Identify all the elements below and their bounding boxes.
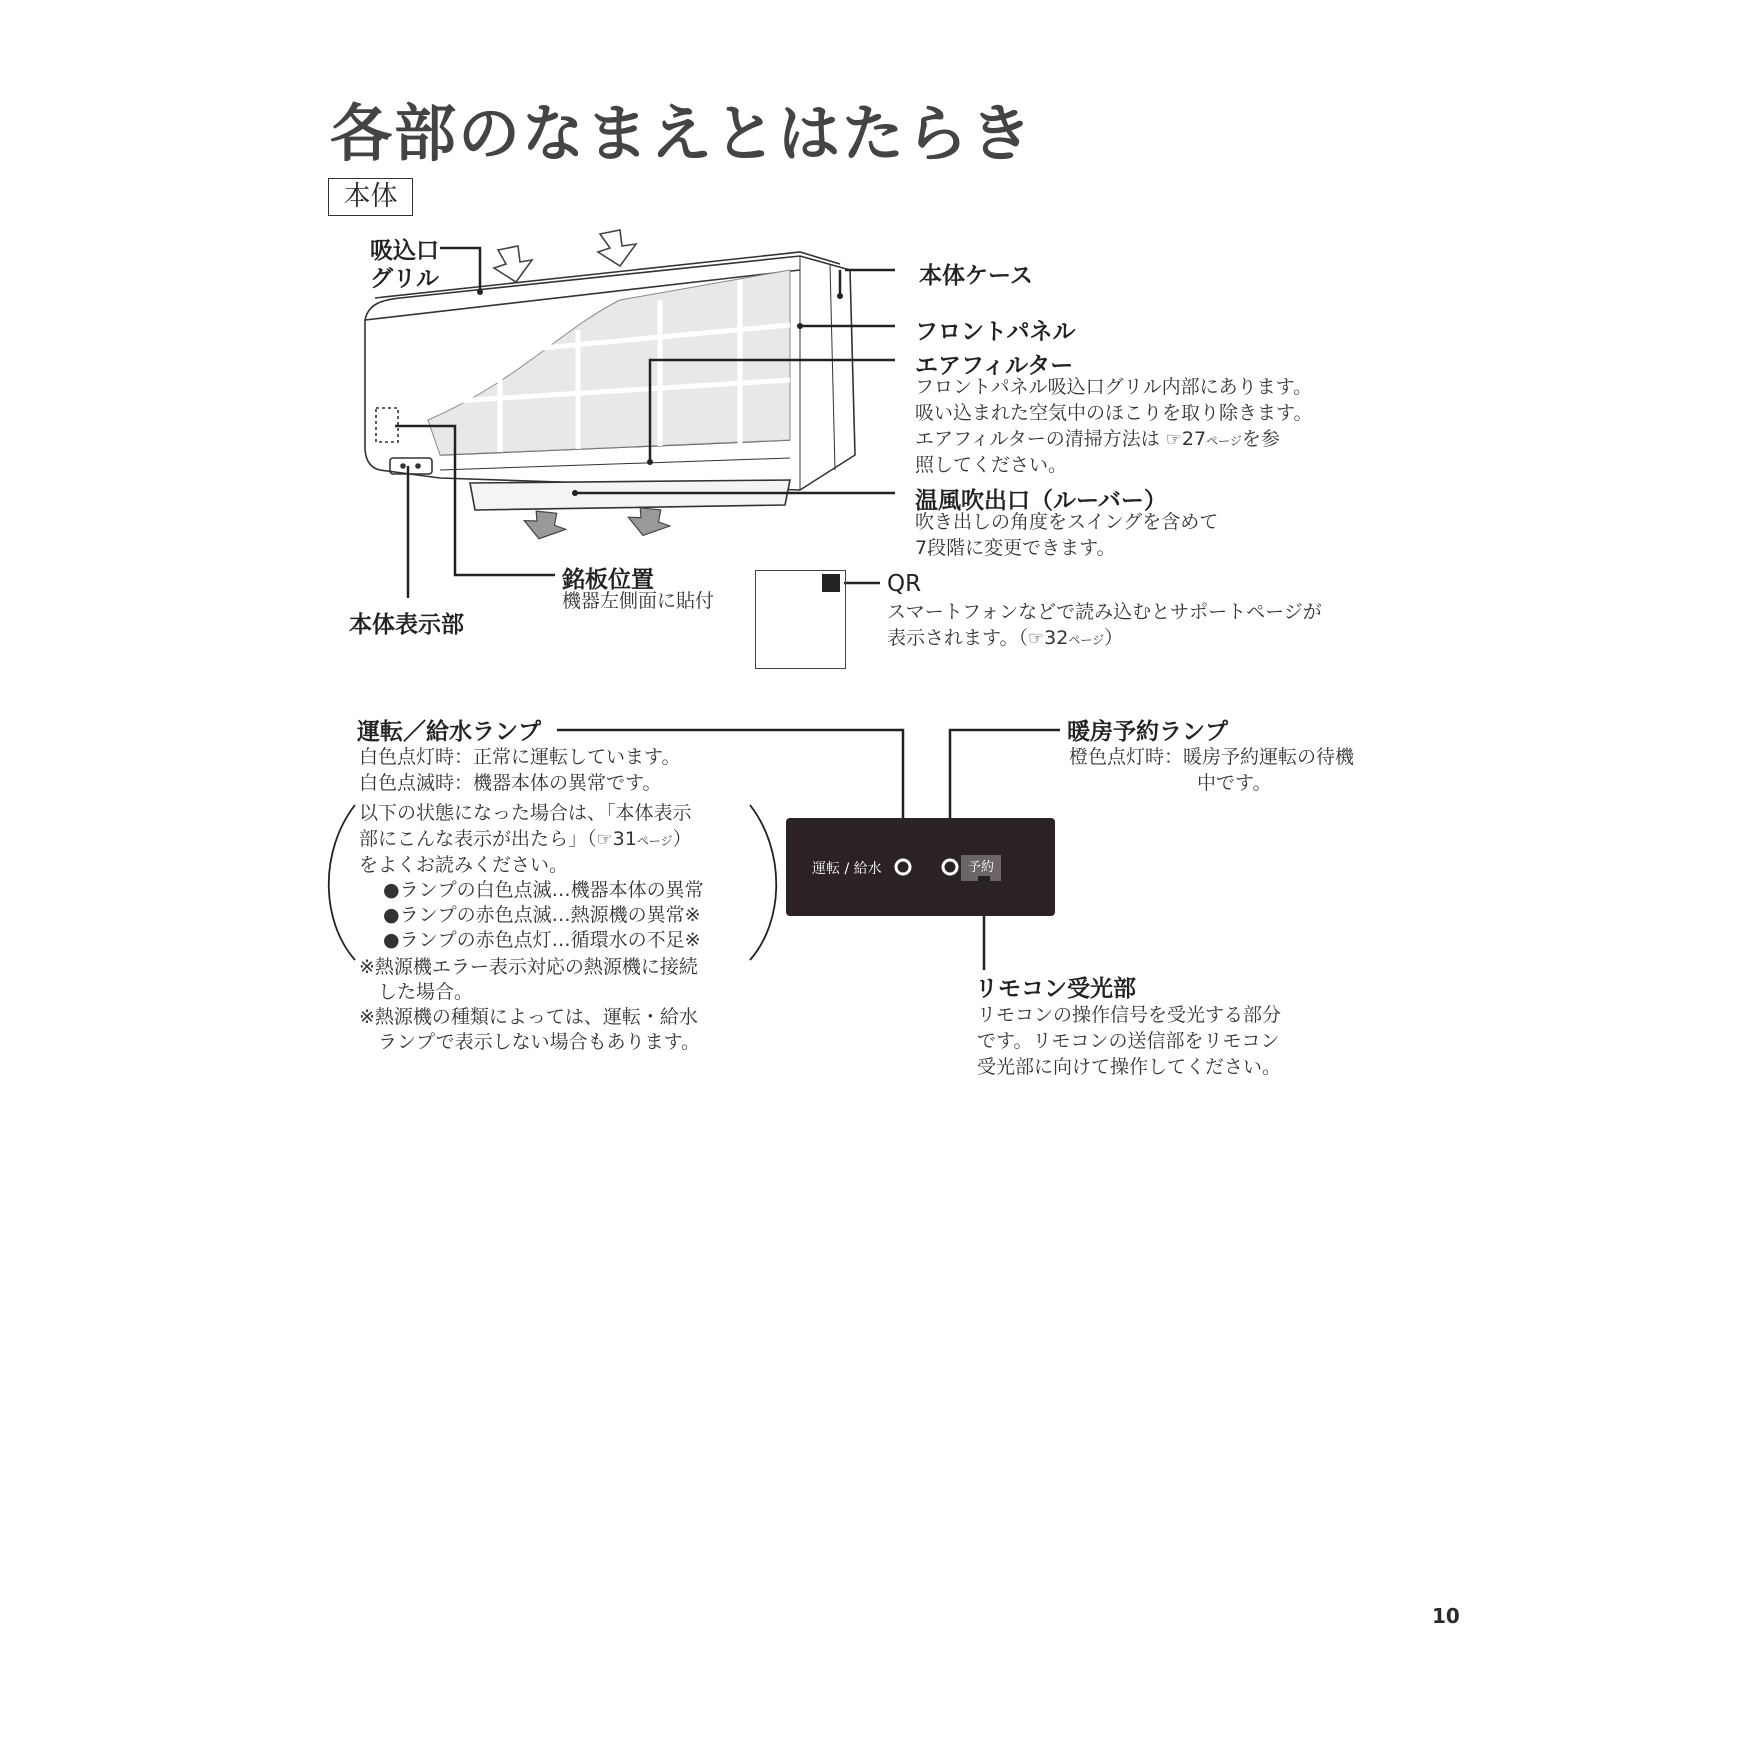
- panel-reserve-label: 予約: [961, 855, 1001, 881]
- label-nameplate: 銘板位置: [562, 567, 654, 593]
- heat-lamp-icon: [943, 860, 957, 874]
- label-front-panel: フロントパネル: [915, 319, 1076, 345]
- outlet-desc-1: 吹き出しの角度をスイングを含めて: [915, 511, 1219, 533]
- air-filter-page: 27: [1181, 428, 1207, 450]
- note-2-post: ）: [672, 828, 692, 850]
- receiver-icon: [978, 876, 990, 882]
- run-lamp-desc-2: 白色点滅時：機器本体の異常です。: [359, 772, 662, 794]
- label-intake-grill-2: グリル: [370, 266, 439, 292]
- note-3: をよくお読みください。: [359, 854, 569, 876]
- receiver-desc-1: リモコンの操作信号を受光する部分: [977, 1004, 1282, 1026]
- footnote-1: ※熱源機エラー表示対応の熱源機に接続: [359, 956, 698, 978]
- label-qr: QR: [887, 571, 922, 597]
- page-number: 10: [1432, 1604, 1460, 1628]
- note-2-pre: 部にこんな表示が出たら」（: [359, 828, 597, 850]
- bullet-1: ●ランプの白色点滅…機器本体の異常: [383, 879, 704, 901]
- footnote-3: ※熱源機の種類によっては、運転・給水: [359, 1006, 698, 1028]
- air-filter-desc-2: 吸い込まれた空気中のほこりを取り除きます。: [915, 402, 1313, 424]
- label-body-case: 本体ケース: [919, 263, 1033, 289]
- air-filter-desc-4: 照してください。: [915, 454, 1068, 476]
- note-page: 31: [612, 828, 637, 850]
- receiver-desc-3: 受光部に向けて操作してください。: [977, 1056, 1282, 1078]
- bullet-2: ●ランプの赤色点滅…熱源機の異常※: [383, 904, 701, 926]
- hand-pointer-icon: ☞: [1165, 429, 1182, 450]
- page-suffix: ページ: [636, 834, 673, 848]
- qr-page: 32: [1044, 627, 1069, 649]
- receiver-desc-2: です。リモコンの送信部をリモコン: [977, 1030, 1280, 1052]
- heat-lamp-desc-1: 橙色点灯時：暖房予約運転の待機: [1069, 746, 1355, 768]
- heat-lamp-desc-2: 中です。: [1197, 772, 1272, 794]
- bullet-3: ●ランプの赤色点灯…循環水の不足※: [383, 929, 701, 951]
- label-display: 本体表示部: [349, 612, 464, 638]
- label-outlet: 温風吹出口（ルーバー）: [915, 488, 1167, 514]
- page-suffix: ページ: [1068, 633, 1105, 647]
- heat-lamp-title: 暖房予約ランプ: [1067, 719, 1228, 745]
- page-suffix: ページ: [1206, 434, 1242, 448]
- nameplate-desc: 機器左側面に貼付: [562, 590, 715, 612]
- air-filter-desc-1: フロントパネル吸込口グリル内部にあります。: [915, 376, 1313, 398]
- qr-desc-2-post: ）: [1104, 627, 1124, 649]
- note-1: 以下の状態になった場合は、「本体表示: [359, 802, 692, 824]
- outlet-desc-2: 7段階に変更できます。: [915, 537, 1116, 559]
- footnote-2: した場合。: [359, 981, 474, 1003]
- run-lamp-title: 運転／給水ランプ: [357, 719, 541, 745]
- page-title: 各部のなまえとはたらき: [330, 97, 1035, 170]
- section-label: 本体: [328, 178, 413, 216]
- footnote-4: ランプで表示しない場合もあります。: [359, 1031, 701, 1053]
- air-filter-desc-3-post: を参: [1241, 428, 1280, 450]
- label-intake-grill-1: 吸込口: [370, 238, 439, 264]
- hand-pointer-icon: ☞: [1027, 628, 1045, 649]
- label-air-filter: エアフィルター: [915, 353, 1074, 379]
- receiver-title: リモコン受光部: [975, 976, 1136, 1002]
- note-2: [359, 826, 692, 854]
- air-filter-desc-3-pre: エアフィルターの清掃方法は: [915, 428, 1160, 450]
- run-lamp-icon: [896, 860, 910, 874]
- qr-desc-1: スマートフォンなどで読み込むとサポートページが: [887, 601, 1322, 623]
- qr-desc-2-pre: 表示されます。（: [887, 627, 1028, 649]
- run-lamp-desc-1: 白色点灯時：正常に運転しています。: [359, 746, 681, 768]
- hand-pointer-icon: ☞: [596, 829, 613, 850]
- panel-run-label: 運転 / 給水: [812, 861, 882, 877]
